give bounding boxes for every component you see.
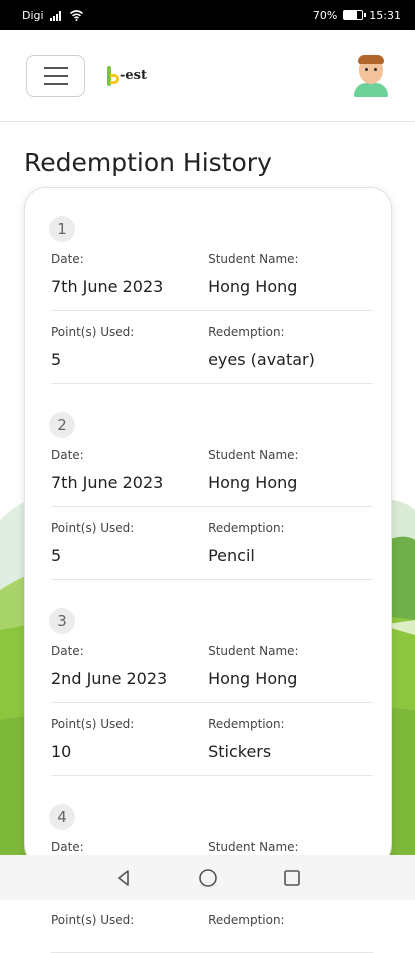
points-field — [51, 521, 208, 565]
date-label: Date: — [51, 252, 84, 266]
record-number-badge: 3 — [49, 608, 75, 634]
student-name-value: Hong Hong — [208, 277, 298, 296]
record-item — [25, 412, 391, 580]
student-name-field — [208, 644, 373, 688]
date-value: 7th June 2023 — [51, 277, 164, 296]
app-logo[interactable] — [107, 66, 147, 86]
record-row-points — [51, 311, 373, 384]
page-title: Redemption History — [24, 148, 272, 177]
back-icon[interactable] — [115, 869, 133, 887]
record-row-points — [51, 703, 373, 776]
carrier-label: Digi — [22, 8, 44, 22]
record-number-badge: 4 — [49, 804, 75, 830]
record-row-points — [51, 507, 373, 580]
hamburger-line — [44, 75, 68, 77]
redemption-history-card — [24, 187, 392, 927]
clock: 15:31 — [369, 8, 401, 22]
avatar[interactable] — [353, 55, 389, 97]
hamburger-icon — [44, 67, 68, 69]
logo-mark-icon — [107, 66, 119, 86]
record-row-date — [51, 634, 373, 703]
redemption-label: Redemption: — [208, 325, 285, 339]
student-name-field — [208, 448, 373, 492]
points-field — [51, 325, 208, 369]
points-used-label: Point(s) Used: — [51, 913, 135, 927]
record-row-date — [51, 242, 373, 311]
student-name-label: Student Name: — [208, 644, 299, 658]
date-label: Date: — [51, 448, 84, 462]
student-name-value: Hong Hong — [208, 669, 298, 688]
points-used-label: Point(s) Used: — [51, 521, 135, 535]
points-used-label: Point(s) Used: — [51, 717, 135, 731]
battery-icon — [343, 10, 363, 20]
record-number-badge: 1 — [49, 216, 75, 242]
status-bar — [0, 0, 415, 30]
redemption-value: Pencil — [208, 546, 255, 565]
record-item — [25, 216, 391, 384]
record-row-points — [51, 899, 373, 953]
date-field — [51, 448, 208, 492]
redemption-field — [208, 325, 373, 369]
date-value: 7th June 2023 — [51, 473, 164, 492]
app-header — [0, 30, 415, 122]
points-used-value: 10 — [51, 742, 72, 761]
student-name-value: Hong Hong — [208, 473, 298, 492]
recents-icon[interactable] — [283, 869, 301, 887]
signal-icon — [50, 10, 64, 21]
points-used-value: 5 — [51, 546, 62, 565]
redemption-field — [208, 717, 373, 761]
record-row-date — [51, 438, 373, 507]
points-field — [51, 717, 208, 761]
home-icon[interactable] — [198, 868, 218, 888]
system-nav-bar — [0, 855, 415, 900]
student-name-label: Student Name: — [208, 448, 299, 462]
student-name-field — [208, 252, 373, 296]
redemption-label: Redemption: — [208, 521, 285, 535]
date-field — [51, 252, 208, 296]
date-label: Date: — [51, 840, 84, 854]
student-name-label: Student Name: — [208, 252, 299, 266]
redemption-field — [208, 521, 373, 565]
wifi-icon — [70, 10, 83, 21]
date-label: Date: — [51, 644, 84, 658]
student-name-label: Student Name: — [208, 840, 299, 854]
redemption-value: eyes (avatar) — [208, 350, 315, 369]
points-used-label: Point(s) Used: — [51, 325, 135, 339]
redemption-label: Redemption: — [208, 913, 285, 927]
points-field — [51, 913, 208, 938]
redemption-value: Stickers — [208, 742, 272, 761]
date-value: 2nd June 2023 — [51, 669, 168, 688]
record-item — [25, 608, 391, 776]
menu-button[interactable] — [26, 55, 85, 97]
record-number-badge: 2 — [49, 412, 75, 438]
redemption-label: Redemption: — [208, 717, 285, 731]
logo-text: -est — [120, 68, 147, 83]
battery-percent: 70% — [312, 8, 338, 22]
hamburger-line — [44, 83, 68, 85]
points-used-value: 5 — [51, 350, 62, 369]
date-field — [51, 644, 208, 688]
redemption-field — [208, 913, 373, 938]
